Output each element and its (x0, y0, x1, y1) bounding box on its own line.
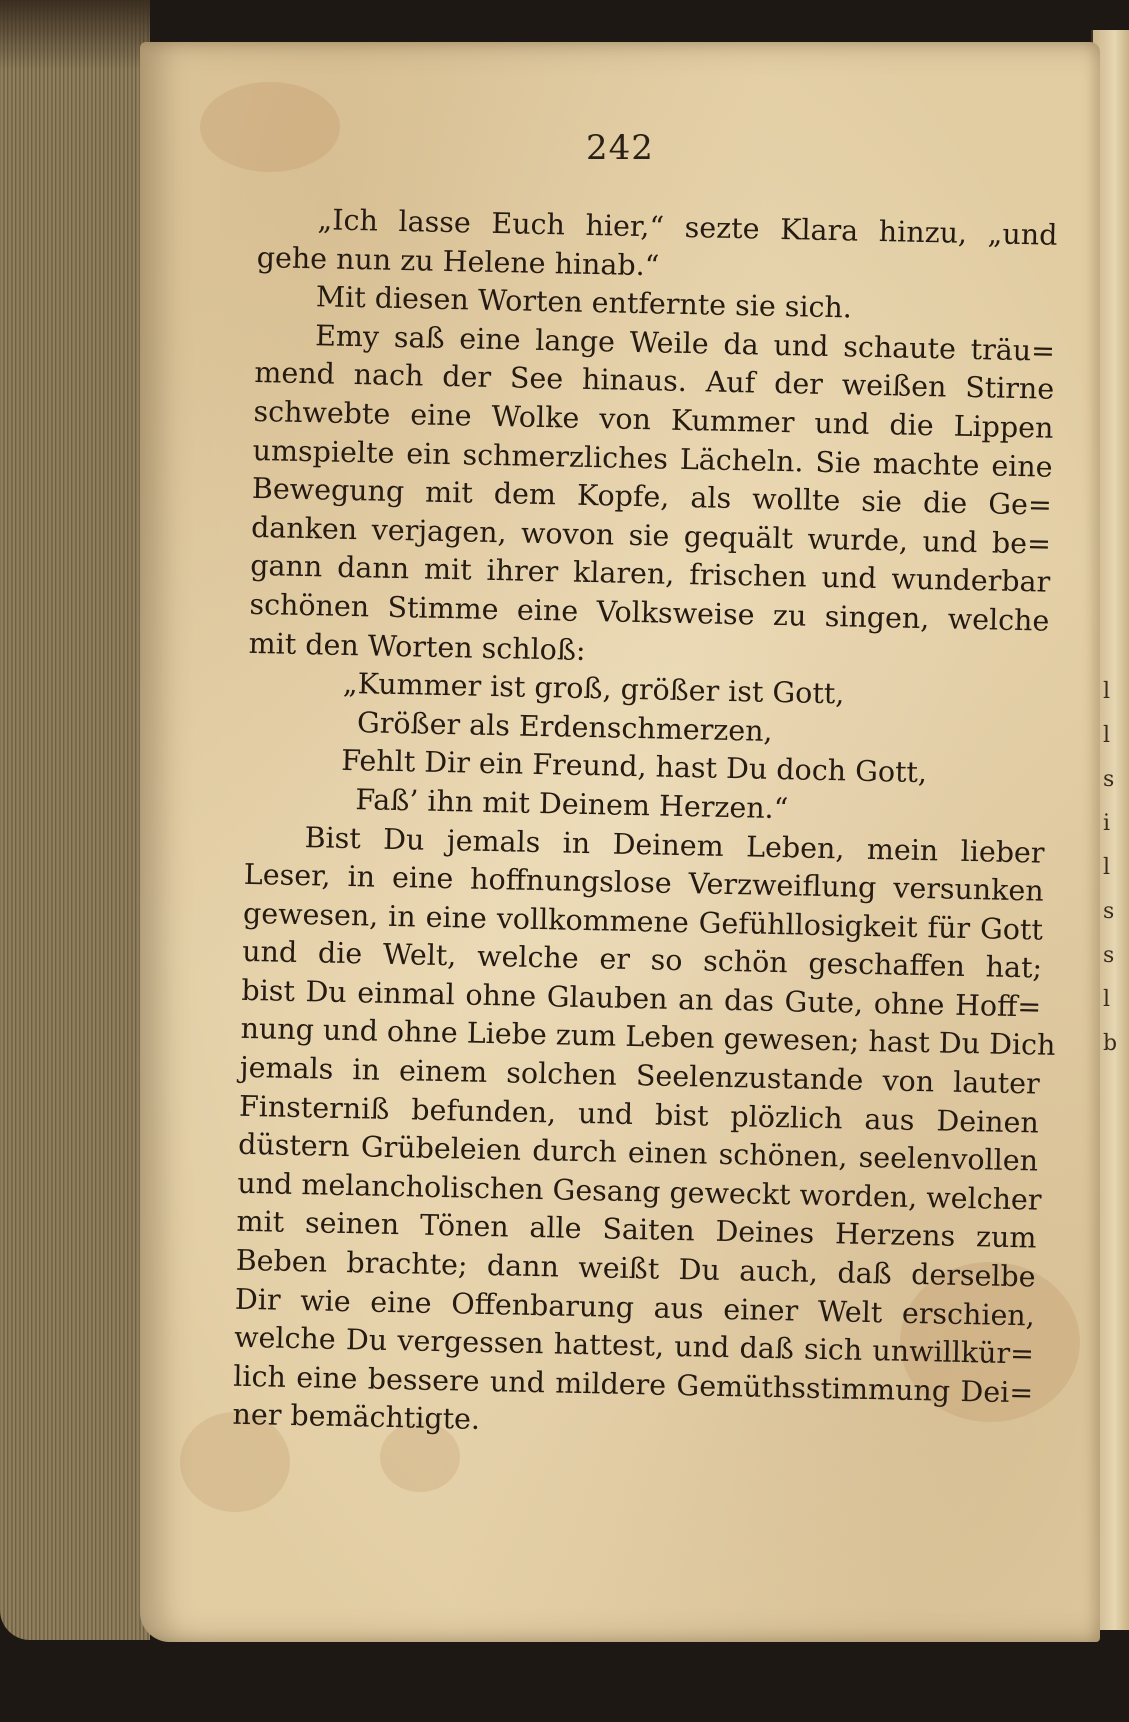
adjacent-fragment: l (1103, 855, 1111, 880)
text-line: Mit diesen Worten entfernte sie sich. (315, 280, 853, 325)
text-line: nung und ohne Liebe zum Leben gewesen; hast Du Dich (240, 1012, 1056, 1063)
text-line: danken verjagen, wovon sie gequält wurde, und be= (250, 510, 1052, 561)
page-body-text (232, 200, 1058, 1451)
text-line: welche Du vergessen hattest, und daß sich unwillkür= (233, 1320, 1035, 1371)
text-line: mend nach der See hinaus. Auf der weißen Stirne (254, 356, 1055, 407)
adjacent-fragment: l (1103, 723, 1111, 748)
adjacent-fragment: b (1103, 1031, 1118, 1056)
text-line: „Ich lasse Euch hier,“ sezte Klara hinzu, „und (317, 203, 1058, 252)
text-line: umspielte ein schmerzliches Lächeln. Sie machte eine (252, 433, 1053, 484)
adjacent-page-fragments (1103, 670, 1123, 1066)
text-line: bist Du einmal ohne Glauben an das Gute, ohne Hoff= (241, 973, 1042, 1024)
page-number: 242 (586, 128, 654, 168)
text-line: und melancholischen Gesang geweckt worden, welcher (237, 1166, 1042, 1217)
text-line: gehe nun zu Helene hinab.“ (256, 240, 660, 283)
adjacent-fragment: s (1103, 943, 1115, 968)
text-line: lich eine bessere und mildere Gemüthsstimmung Dei= (233, 1359, 1034, 1410)
text-line: jemals in einem solchen Seelenzustande von lauter (239, 1050, 1041, 1101)
adjacent-fragment: l (1103, 679, 1111, 704)
adjacent-fragment: s (1103, 899, 1115, 924)
text-line: Fehlt Dir ein Freund, hast Du doch Gott, (340, 744, 928, 790)
text-line: Bist Du jemals in Deinem Leben, mein lieber (304, 820, 1045, 870)
adjacent-fragment: i (1103, 811, 1111, 836)
text-line: Faß’ ihn mit Deinem Herzen.“ (355, 783, 789, 826)
text-line: gann dann mit ihrer klaren, frischen und wunderbar (249, 549, 1051, 600)
text-line: ner bemächtigte. (232, 1398, 481, 1437)
text-line: schwebte eine Wolke von Kummer und die Lippen (253, 394, 1054, 445)
text-line: Bewegung mit dem Kopfe, als wollte sie die Ge= (251, 472, 1053, 522)
text-line: Beben brachte; dann weißt Du auch, daß derselbe (235, 1243, 1036, 1294)
text-line: düstern Grübeleien durch einen schönen, seelenvollen (237, 1128, 1039, 1178)
text-line: Größer als Erdenschmerzen, (356, 705, 773, 748)
text-line: „Kummer ist groß, größer ist Gott, (342, 667, 845, 711)
adjacent-fragment: s (1103, 767, 1115, 792)
text-line: mit seinen Tönen alle Saiten Deines Herzens zum (236, 1205, 1037, 1255)
text-line: und die Welt, welche er so schön geschaffen hat; (241, 935, 1043, 985)
text-line: Finsterniß befunden, und bist plözlich aus Deinen (238, 1089, 1040, 1140)
text-line: Dir wie eine Offenbarung aus einer Welt erschien, (234, 1282, 1036, 1333)
text-line: Emy saß eine lange Weile da und schaute träu= (314, 319, 1056, 368)
text-line: schönen Stimme eine Volksweise zu singen, welche (249, 587, 1050, 638)
page-stack-edges (0, 0, 150, 1640)
adjacent-fragment: l (1103, 987, 1111, 1012)
text-line: gewesen, in eine vollkommene Gefühllosigkeit für Gott (242, 896, 1044, 947)
text-line: Leser, in eine hoffnungslose Verzweiflung versunken (243, 857, 1045, 908)
text-line: mit den Worten schloß: (248, 626, 586, 667)
book-page (140, 42, 1100, 1642)
